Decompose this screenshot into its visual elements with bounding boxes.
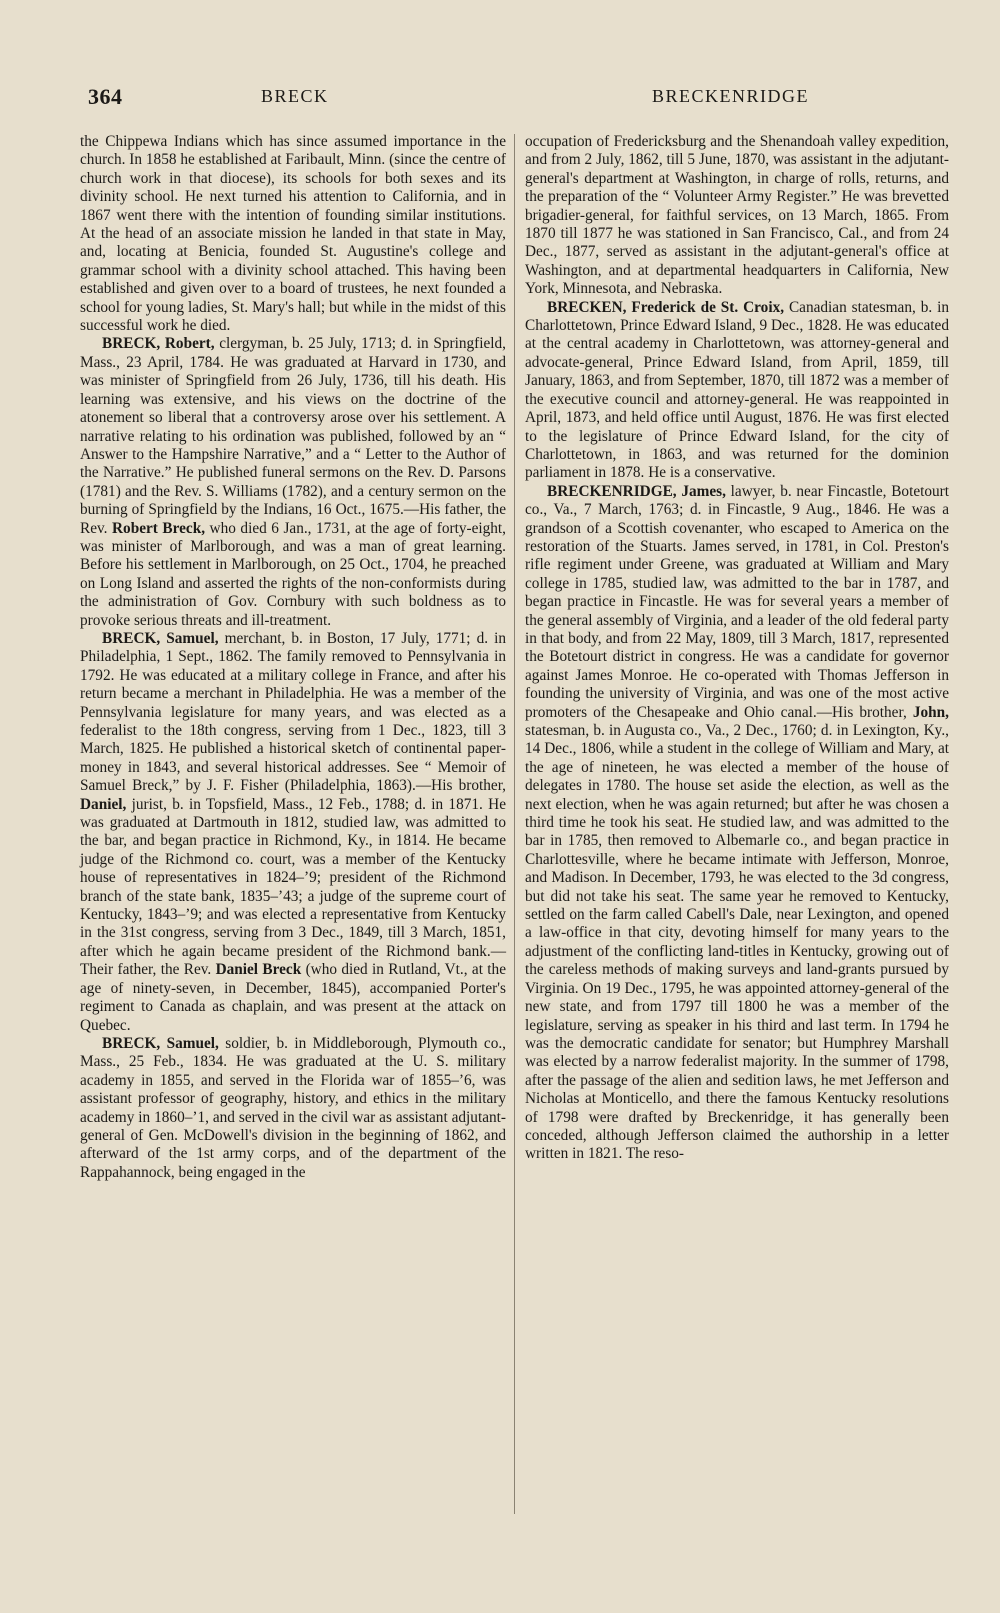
right-running-head: BRECKENRIDGE xyxy=(652,86,809,106)
entry-breck-robert xyxy=(80,335,506,630)
entry-text: Canadian statesman, b. in Charlottetown, Prince Edward Island, 9 Dec., 1828. He was educated at the central academy in Charlottetown, was attorney-general and advocate-general, Prince Edward Island, from April, 1859, till January, 1863, and from September, 1870, till 1872 was a member of the executive council and attorney-general. He was reappointed in April, 1873, and held office until August, 1876. He was first elected to the legislature of Prince Edward Island, for the city of Charlottetown, in 1863, and was returned for the dominion parliament in 1878. He is a conservative. xyxy=(525,298,949,482)
entry-subheading: Daniel, xyxy=(80,795,127,813)
continued-paragraph: the Chippewa Indians which has since assumed importance in the church. In 1858 he established at Faribault, Minn. (since the centre of church work in that diocese), its schools for both sexes and its divinity school. He next turned his attention to California, and in 1867 went there with the intention of founding similar institutions. At the head of an associate mission he landed in that state in May, and, locating at Benicia, founded St. Augustine's college and grammar school with a divinity school attached. This having been established and given over to a board of trustees, he next founded a school for young ladies, St. Mary's hall; but while in the midst of this successful work he died. xyxy=(80,133,506,335)
continued-paragraph: occupation of Fredericksburg and the Shenandoah valley expedition, and from 2 July, 1862, till 5 June, 1870, was assistant in the adjutant-general's department at Washington, in charge of rolls, returns, and the preparation of the “ Volunteer Army Register.” He was brevetted brigadier-general, for faithful services, on 13 March, 1865. From 1870 till 1877 he was stationed in San Francisco, Cal., and from 24 Dec., 1877, served as assistant in the adjutant-general's office at Washington, and at departmental headquarters in California, New York, Minnesota, and Nebraska. xyxy=(525,133,949,298)
left-column xyxy=(80,133,506,1182)
entry-subheading: Robert Breck, xyxy=(112,519,206,537)
column-divider xyxy=(514,134,515,1514)
entry-breck-samuel-soldier xyxy=(80,1035,506,1182)
entry-breckenridge-james xyxy=(525,483,949,1164)
entry-text: jurist, b. in Topsfield, Mass., 12 Feb., 1788; d. in 1871. He was graduated at Dartmouth in 1812, studied law, was admitted to the bar, and began practice in Richmond, Ky., in 1814. He became judge of the Richmond co. court, was a member of the Kentucky house of representatives in 1824–’9; president of the Richmond branch of the state bank, 1835–’43; a judge of the supreme court of Kentucky, 1843–’9; and was elected a representative from Kentucky in the 31st congress, serving from 3 Dec., 1849, till 3 March, 1851, after which he again became president of the Richmond bank.—Their father, the Rev. xyxy=(80,795,506,979)
entry-brecken-frederick xyxy=(525,299,949,483)
entry-text: soldier, b. in Middleborough, Plymouth co., Mass., 25 Feb., 1834. He was graduated at the U. S. military academy in 1855, and served in the Florida war of 1855–’6, was assistant professor of geography, history, and ethics in the military academy in 1860–’1, and served in the civil war as assistant adjutant-general of Gen. McDowell's division in the beginning of 1862, and afterward of the 1st army corps, and of the department of the Rappahannock, being engaged in the xyxy=(80,1034,506,1181)
page-number: 364 xyxy=(88,84,123,109)
entry-heading: BRECK, Robert, xyxy=(102,335,215,353)
entry-text: who died 6 Jan., 1731, at the age of forty-eight, was minister of Marlborough, and was a man of great learning. Before his settlement in Marlborough, on 25 Oct., 1704, he preached on Long Island and asserted the rights of the non-conformists during the administration of Gov. Cornbury with such boldness as to provoke serious threats and ill-treatment. xyxy=(80,519,507,629)
entry-text: lawyer, b. near Fincastle, Botetourt co., Va., 7 March, 1763; d. in Fincastle, 9 Aug., 1846. He was a grandson of a Scottish covenanter, who escaped to America on the restoration of the Stuarts. James served, in 1781, in Col. Preston's rifle regiment under Greene, was graduated at William and Mary college in 1785, studied law, was admitted to the bar in 1787, and began practice in Fincastle. He was for several years a member of the general assembly of Virginia, and a leader of the old federal party in that body, and from 22 May, 1809, till 3 March, 1817, represented the Botetourt district in congress. He was a candidate for governor against James Monroe. He co-operated with Thomas Jefferson in founding the university of Virginia, and was one of the most active promoters of the Chesapeake and Ohio canal.—His brother, xyxy=(525,482,949,721)
entry-text: clergyman, b. 25 July, 1713; d. in Springfield, Mass., 23 April, 1784. He was graduated at Harvard in 1730, and was minister of Springfield from 26 July, 1736, till his death. His learning was extensive, and his views on the doctrine of the atonement so liberal that a controversy arose over his settlement. A narrative relating to his ordination was published, followed by an “ Answer to the Hampshire Narrative,” and a “ Letter to the Author of the Narrative.” He published funeral sermons on the Rev. D. Parsons (1781) and the Rev. S. Williams (1782), and a century sermon on the burning of Springfield by the Indians, 16 Oct., 1675.—His father, the Rev. xyxy=(80,335,506,537)
entry-breck-samuel-merchant xyxy=(80,630,506,1035)
entry-heading: BRECK, Samuel, xyxy=(102,1034,219,1052)
entry-text: statesman, b. in Augusta co., Va., 2 Dec., 1760; d. in Lexington, Ky., 14 Dec., 1806, while a student in the college of William and Mary, at the age of nineteen, he was elected a member of the house of delegates in 1780. The house set aside the election, as well as the next election, when he was again returned; but after he was chosen a third time he took his seat. He studied law, and was admitted to the bar in 1785, then removed to Albemarle co., and began practice in Charlottesville, where he became intimate with Jefferson, Monroe, and Madison. In December, 1793, he was elected to the 3d congress, but did not take his seat. The same year he removed to Kentucky, settled on the farm called Cabell's Dale, near Lexington, and opened a law-office in that city, devoting himself for many years to the adjustment of the conflicting land-titles in Kentucky, growing out of the careless methods of making surveys and land-grants pursued by Virginia. On 19 Dec., 1795, he was appointed attorney-general of the new state, and from 1797 till 1800 he was a member of the legislature, serving as speaker in his third and last term. In 1794 he was the democratic candidate for senator; but Humphrey Marshall was elected by a narrow federalist majority. In the summer of 1798, after the passage of the alien and sedition laws, he met Jefferson and Nicholas at Monticello, and there the famous Kentucky resolutions of 1798 were drafted by Breckenridge, it has generally been conceded, although Jefferson claimed the authorship in a letter written in 1821. The reso- xyxy=(525,722,949,1163)
entry-heading: BRECK, Samuel, xyxy=(102,629,219,647)
entry-subheading: Daniel Breck xyxy=(215,961,302,979)
right-column xyxy=(525,133,949,1164)
entry-heading: BRECKENRIDGE, James, xyxy=(547,482,726,500)
running-header xyxy=(0,84,1000,124)
entry-text: merchant, b. in Boston, 17 July, 1771; d. in Philadelphia, 1 Sept., 1862. The family removed to Pennsylvania in 1792. He was educated at a military college in France, and after his return became a merchant in Philadelphia. He was a member of the Pennsylvania legislature for many years, and was elected as a federalist to the 18th congress, serving from 1 Dec., 1823, till 3 March, 1825. He published a historical sketch of continental paper-money in 1843, and several historical addresses. See “ Memoir of Samuel Breck,” by J. F. Fisher (Philadelphia, 1863).—His brother, xyxy=(80,629,506,795)
entry-subheading: John, xyxy=(912,703,949,721)
left-running-head: BRECK xyxy=(261,86,329,106)
entry-heading: BRECKEN, Frederick de St. Croix, xyxy=(547,298,785,316)
entry-text: (who died in Rutland, Vt., at the age of ninety-seven, in December, 1845), accompanied Porter's regiment to Canada as chaplain, and was present at the attack on Quebec. xyxy=(80,961,506,1034)
